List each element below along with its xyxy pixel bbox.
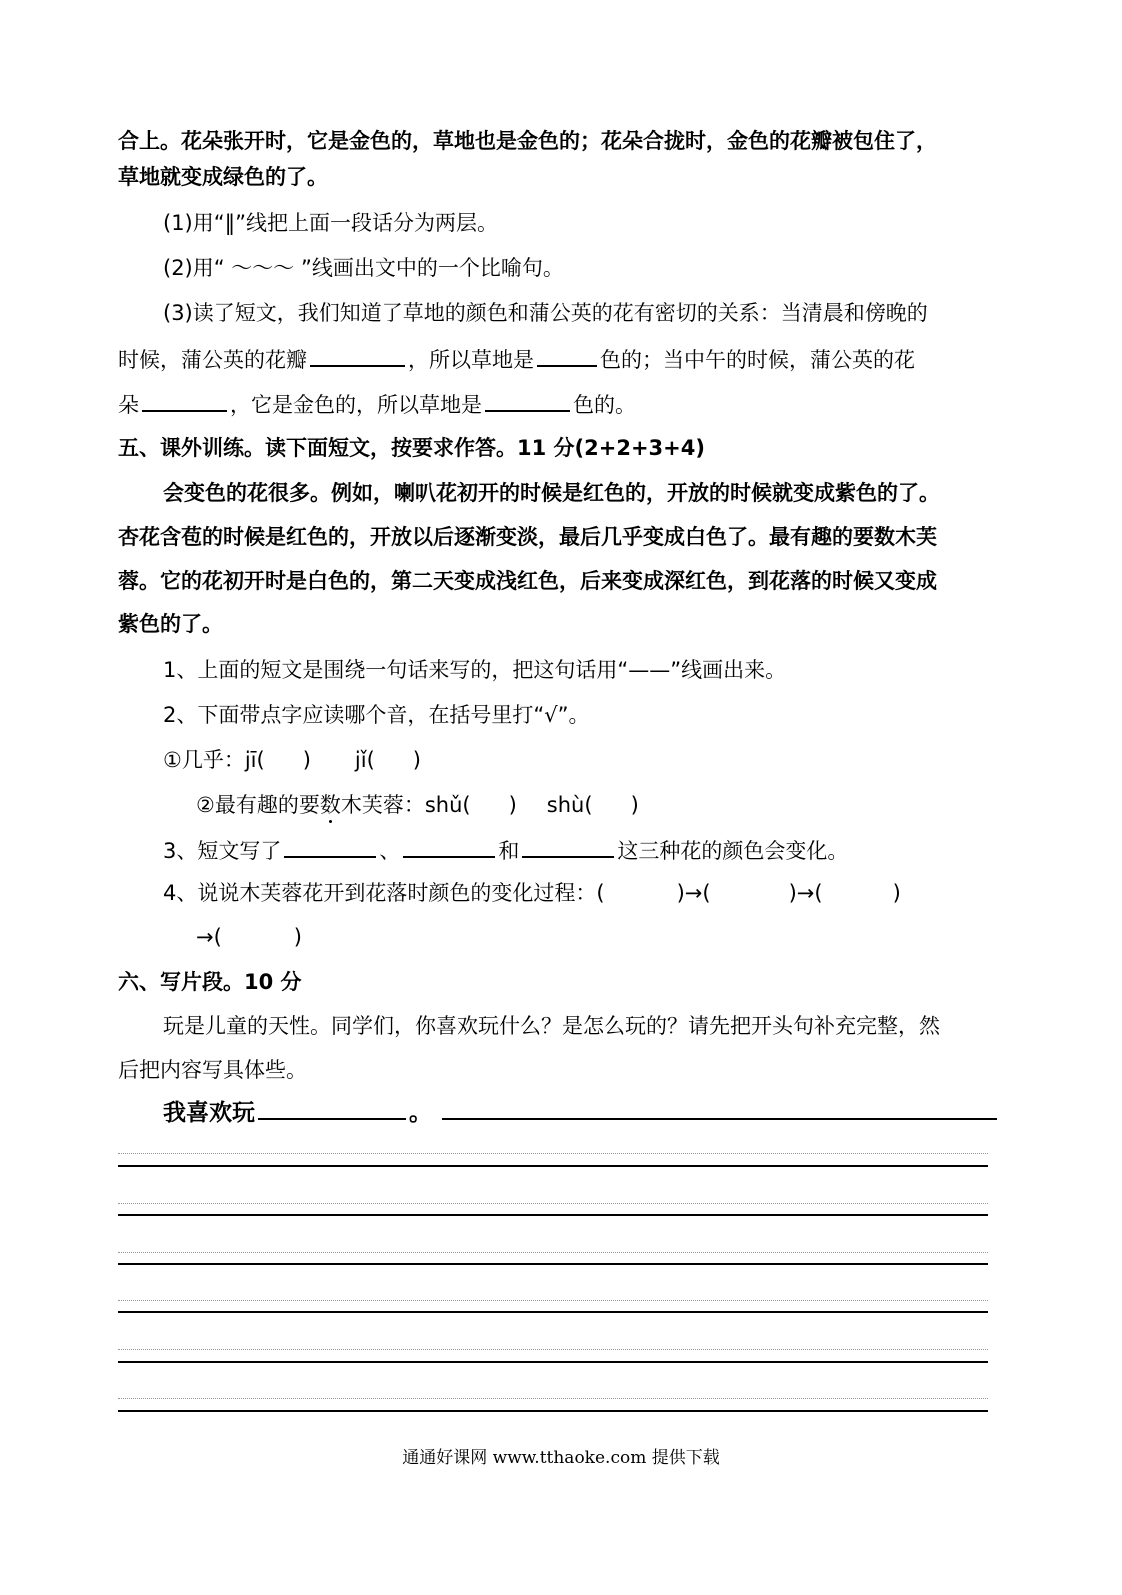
passage-line-3: 蓉。它的花初开时是白色的，第二天变成浅红色，后来变成深红色，到花落的时候又变成 — [118, 569, 937, 593]
dotted-guide — [118, 1203, 988, 1204]
q4-item-3-text-c: 色的；当中午的时候，蒲公英的花 — [600, 348, 915, 372]
q4-paren-close: ) — [892, 881, 901, 905]
passage-line-2: 杏花含苞的时候是红色的，开放以后逐渐变淡，最后几乎变成白色了。最有趣的要数木芙 — [118, 525, 937, 549]
q3-text-a: 3、短文写了 — [163, 839, 282, 863]
dotted-guide — [118, 1153, 988, 1154]
q4-item-3-line-3 — [118, 388, 998, 420]
q2-b-label-pre: ②最有趣的要 — [196, 793, 320, 817]
q4-arrow: →( — [684, 881, 711, 905]
writing-line[interactable] — [118, 1165, 988, 1167]
writing-line[interactable] — [118, 1361, 988, 1363]
answer-blank[interactable] — [403, 834, 495, 858]
passage-end-line-2: 草地就变成绿色的了。 — [118, 165, 328, 189]
q4-item-3-text-e: ，它是金色的，所以草地是 — [230, 393, 482, 417]
q2-b-dotted-char: 数 — [319, 793, 341, 817]
answer-blank[interactable] — [310, 343, 405, 367]
starter-text: 我喜欢玩 — [163, 1100, 255, 1126]
dotted-guide — [118, 1300, 988, 1301]
q4-arrow: →( — [796, 881, 823, 905]
q4-item-3-text-f: 色的。 — [573, 393, 636, 417]
answer-blank[interactable] — [485, 388, 570, 412]
section-5-q1: 1、上面的短文是围绕一句话来写的，把这句话用“——”线画出来。 — [163, 658, 787, 682]
q4-item-3-text-a: 时候，蒲公英的花瓣 — [118, 348, 307, 372]
answer-blank[interactable] — [284, 834, 376, 858]
page-footer: 通通好课网 www.tthaoke.com 提供下载 — [402, 1448, 720, 1468]
q4-paren-close: ) — [293, 925, 302, 949]
q2-a-option-2: jǐ( — [354, 748, 375, 772]
section-5-q2: 2、下面带点字应读哪个音，在括号里打“√”。 — [163, 703, 590, 727]
q4-item-3-text-d: 朵 — [118, 393, 139, 417]
q2-b-option-2: shù( — [546, 793, 593, 817]
q2-b-option-1-close: ) — [508, 793, 517, 817]
writing-starter — [163, 1096, 993, 1128]
passage-line-4: 紫色的了。 — [118, 612, 223, 636]
q2-b-option-2-close: ) — [630, 793, 639, 817]
section-5-heading: 五、课外训练。读下面短文，按要求作答。11 分(2+2+3+4) — [118, 436, 705, 460]
q2-a-option-2-close: ) — [412, 748, 421, 772]
writing-line[interactable] — [118, 1410, 988, 1412]
q2-b-option-1: shǔ( — [424, 793, 471, 817]
writing-line[interactable] — [118, 1263, 988, 1265]
q2-a-option-1: jī( — [244, 748, 265, 772]
passage-end-line-1: 合上。花朵张开时，它是金色的，草地也是金色的；花朵合拢时，金色的花瓣被包住了， — [118, 129, 937, 153]
q2-a-option-1-close: ) — [302, 748, 311, 772]
starter-end: 。 — [409, 1100, 432, 1126]
q4-item-3-text-b: ，所以草地是 — [408, 348, 534, 372]
starter-blank[interactable] — [258, 1096, 406, 1120]
section-5-q4 — [163, 878, 998, 908]
section-5-q3 — [163, 834, 998, 866]
dotted-guide — [118, 1252, 988, 1253]
writing-line[interactable] — [118, 1311, 988, 1313]
q4-item-1: (1)用“‖”线把上面一段话分为两层。 — [163, 211, 499, 235]
writing-line[interactable] — [442, 1096, 997, 1120]
answer-blank[interactable] — [537, 343, 597, 367]
q4-item-2: (2)用“ ～～～ ”线画出文中的一个比喻句。 — [163, 256, 564, 280]
section-6-prompt-line-1: 玩是儿童的天性。同学们，你喜欢玩什么？是怎么玩的？请先把开头句补充完整，然 — [163, 1014, 940, 1038]
q4-text: 4、说说木芙蓉花开到花落时颜色的变化过程：( — [163, 881, 605, 905]
q3-text-d: 这三种花的颜色会变化。 — [617, 839, 849, 863]
section-5-q4-line-2 — [196, 922, 996, 952]
section-5-q2-b — [196, 790, 996, 820]
section-6-prompt-line-2: 后把内容写具体些。 — [118, 1058, 307, 1082]
dotted-guide — [118, 1398, 988, 1399]
q2-a-label: ①几乎： — [163, 748, 245, 772]
answer-blank[interactable] — [522, 834, 614, 858]
q4-paren-close: ) — [676, 881, 685, 905]
q2-b-label-post: 木芙蓉： — [340, 793, 425, 817]
dotted-guide — [118, 1349, 988, 1350]
q3-text-c: 和 — [498, 839, 520, 863]
q4-item-3-line-2 — [118, 343, 998, 375]
section-6-heading: 六、写片段。10 分 — [118, 970, 302, 994]
writing-line[interactable] — [118, 1214, 988, 1216]
section-5-q2-a — [163, 745, 998, 775]
q4-item-3-line-1: (3)读了短文，我们知道了草地的颜色和蒲公英的花有密切的关系：当清晨和傍晚的 — [163, 301, 928, 325]
passage-line-1: 会变色的花很多。例如，喇叭花初开的时候是红色的，开放的时候就变成紫色的了。 — [163, 481, 940, 505]
q4-paren-close: ) — [788, 881, 797, 905]
q3-text-b: 、 — [379, 839, 401, 863]
answer-blank[interactable] — [142, 388, 227, 412]
q4-arrow: →( — [196, 925, 222, 949]
